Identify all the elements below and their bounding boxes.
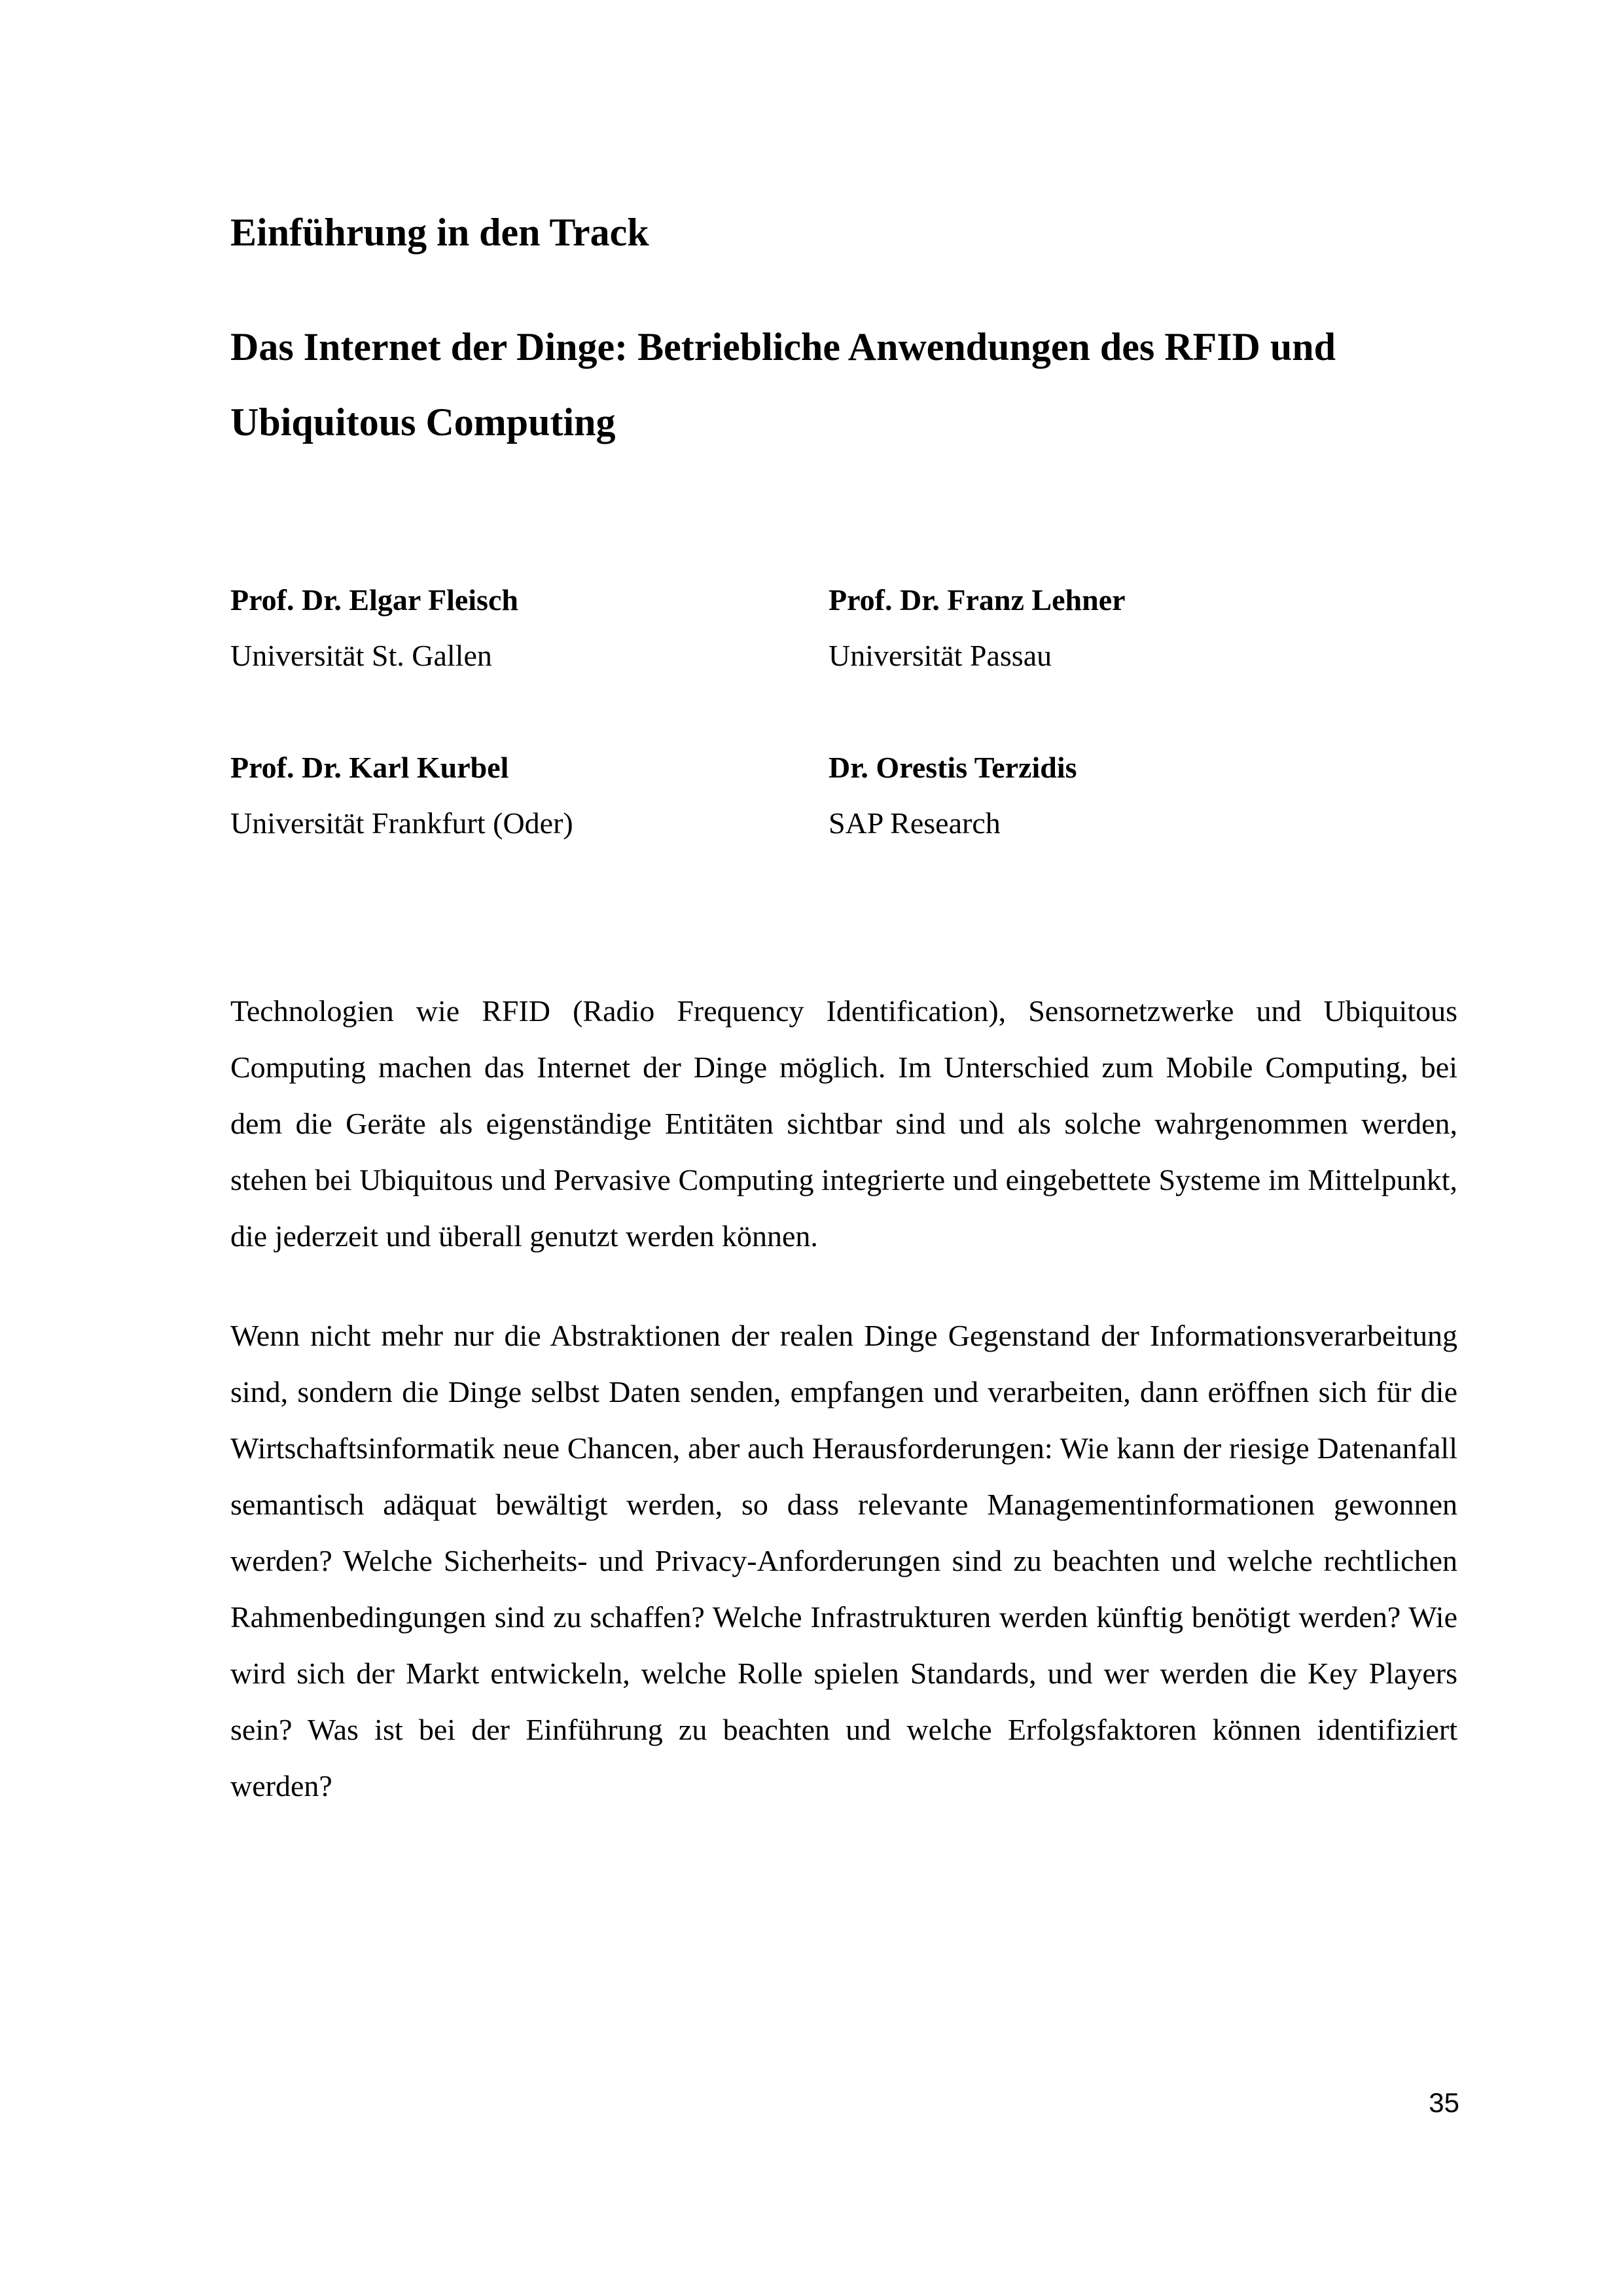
author-name: Prof. Dr. Franz Lehner	[829, 583, 1126, 617]
author-affiliation: Universität Frankfurt (Oder)	[230, 806, 573, 840]
page-number: 35	[1429, 2087, 1459, 2118]
body-paragraph: Technologien wie RFID (Radio Frequency Identification), Sensornetzwerke und Ubiquitous Computing machen das Internet der Dinge möglich. Im Unterschied zum Mobile Computing, bei dem die Geräte als eigenständige Entitäten sichtbar sind und als solche wahrgenommen werden, stehen bei Ubiquitous und Pervasive Computing integrierte und eingebettete Systeme im Mittelpunkt, die jederzeit und überall genutzt werden können.	[230, 994, 1457, 1253]
author-block	[230, 751, 819, 840]
paper-title-line-2: Ubiquitous Computing	[230, 401, 616, 444]
track-heading: Einführung in den Track	[230, 211, 649, 254]
paper-title-line-1: Das Internet der Dinge: Betriebliche Anwendungen des RFID und	[230, 325, 1336, 368]
author-name: Prof. Dr. Karl Kurbel	[230, 751, 509, 784]
author-affiliation: Universität Passau	[829, 639, 1052, 672]
body-paragraph: Wenn nicht mehr nur die Abstraktionen der realen Dinge Gegenstand der Informationsverarbeitung sind, sondern die Dinge selbst Daten senden, empfangen und verarbeiten, dann eröffnen sich für die Wirtschaftsinformatik neue Chancen, aber auch Herausforderungen: Wie kann der riesige Datenanfall semantisch adäquat bewältigt werden, so dass relevante Managementinformationen gewonnen werden? Welche Sicherheits- und Privacy-Anforderungen sind zu beachten und welche rechtlichen Rahmenbedingungen sind zu schaffen? Welche Infrastrukturen werden künftig benötigt werden? Wie wird sich der Markt entwickeln, welche Rolle spielen Standards, und wer werden die Key Players sein? Was ist bei der Einführung zu beachten und welche Erfolgsfaktoren können identifiziert werden?	[230, 1319, 1457, 1803]
author-block	[829, 751, 1418, 840]
author-name: Prof. Dr. Elgar Fleisch	[230, 583, 518, 617]
author-affiliation: SAP Research	[829, 806, 1001, 840]
author-block	[829, 584, 1418, 672]
author-name: Dr. Orestis Terzidis	[829, 751, 1077, 784]
author-block	[230, 584, 819, 672]
author-affiliation: Universität St. Gallen	[230, 639, 492, 672]
